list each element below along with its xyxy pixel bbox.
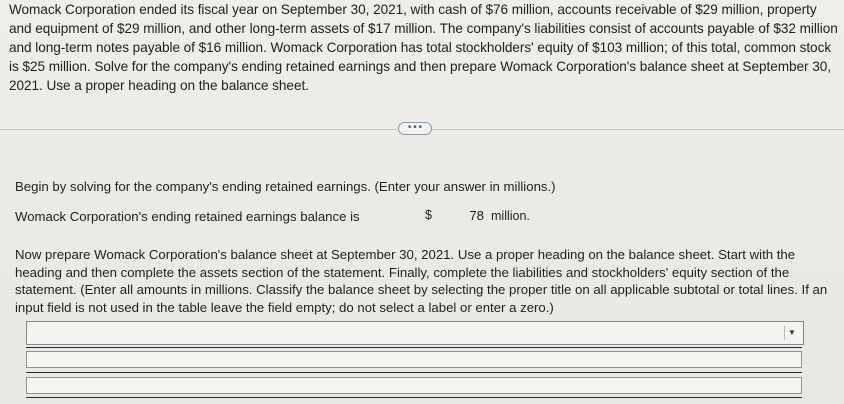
statement-date-input[interactable] xyxy=(26,377,802,394)
heading-underline xyxy=(26,372,802,373)
statement-title-input[interactable] xyxy=(26,351,802,368)
retained-earnings-label: Womack Corporation's ending retained earnings balance is xyxy=(15,209,360,224)
heading-underline xyxy=(26,397,802,398)
more-options-button[interactable]: ••• xyxy=(398,122,432,135)
part1-instruction: Begin by solving for the company's ending retained earnings. (Enter your answer in millions.) xyxy=(15,179,556,194)
retained-earnings-input[interactable] xyxy=(434,205,488,225)
unit-label: million. xyxy=(491,209,530,223)
part2-instruction: Now prepare Womack Corporation's balance sheet at September 30, 2021. Use a proper heading on the balance sheet. Start with the heading and then complete the assets section of the statement. Finally, complete the liabilities and stockholders' equity section of the statement. (Enter all amounts in millions. Classify the balance sheet by selecting the proper title on all applicable subtotal or total lines. If an input field is not used in the table leave the field empty; do not select a label or enter a zero.) xyxy=(15,247,828,315)
company-name-dropdown[interactable] xyxy=(26,321,804,345)
heading-underline xyxy=(26,347,802,348)
currency-symbol: $ xyxy=(425,208,432,222)
problem-statement: Womack Corporation ended its fiscal year on September 30, 2021, with cash of $76 million, accounts receivable of $29 million, property and equipment of $29 million, and other long-term assets of $17 million. The company's liabilities consist of accounts payable of $32 million and long-term notes payable of $16 million. Womack Corporation has total stockholders' equity of $103 million; of this total, common stock is $25 million. Solve for the company's ending retained earnings and then prepare Womack Corporation's balance sheet at September 30, 2021. Use a proper heading on the balance sheet. xyxy=(9,2,838,93)
chevron-down-icon[interactable]: ▼ xyxy=(784,326,799,340)
